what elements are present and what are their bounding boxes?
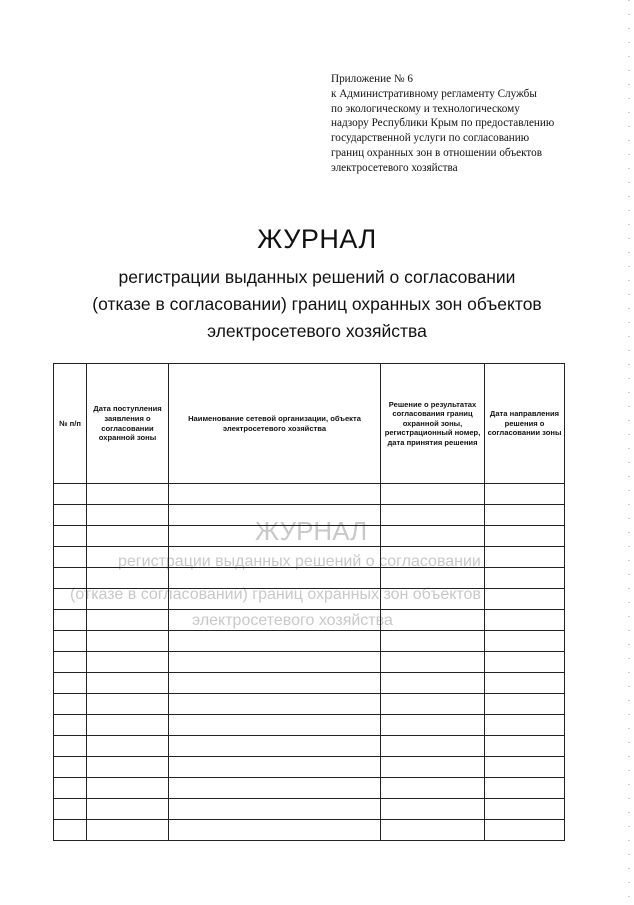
table-row (54, 610, 565, 631)
appendix-line: Приложение № 6 (331, 73, 413, 85)
subtitle-line: (отказе в согласовании) границ охранных зон объектов (92, 294, 542, 314)
cell-row-number (54, 673, 87, 694)
cell-organization-name (169, 589, 381, 610)
cell-application-date (87, 547, 169, 568)
cell-sent-date (485, 652, 565, 673)
cell-application-date (87, 694, 169, 715)
table-row (54, 820, 565, 841)
cell-row-number (54, 715, 87, 736)
cell-decision (381, 631, 485, 652)
cell-sent-date (485, 484, 565, 505)
cell-sent-date (485, 757, 565, 778)
table-row (54, 652, 565, 673)
appendix-line: государственной услуги по согласованию (331, 132, 530, 145)
cell-organization-name (169, 820, 381, 841)
journal-table (53, 363, 565, 841)
cell-application-date (87, 610, 169, 631)
cell-sent-date (485, 547, 565, 568)
cell-decision (381, 715, 485, 736)
header-sent-date: Дата направления решения о согласовании зоны (485, 364, 565, 484)
cell-decision (381, 694, 485, 715)
cell-row-number (54, 610, 87, 631)
cell-application-date (87, 484, 169, 505)
cell-application-date (87, 736, 169, 757)
cell-row-number (54, 778, 87, 799)
header-application-date: Дата поступления заявления о согласовании охранной зоны (87, 364, 169, 484)
table-row (54, 799, 565, 820)
cell-sent-date (485, 505, 565, 526)
cell-sent-date (485, 568, 565, 589)
cell-application-date (87, 631, 169, 652)
cell-application-date (87, 568, 169, 589)
cell-sent-date (485, 694, 565, 715)
cell-decision (381, 652, 485, 673)
cell-sent-date (485, 610, 565, 631)
cell-application-date (87, 505, 169, 526)
table-row (54, 568, 565, 589)
cell-organization-name (169, 673, 381, 694)
cell-organization-name (169, 799, 381, 820)
table-row (54, 694, 565, 715)
appendix-line: границ охранных зон в отношении объектов (331, 146, 542, 159)
bleed-through-line: (отказе в согласовании) границ охранных зон объектов (70, 586, 481, 603)
cell-row-number (54, 736, 87, 757)
subtitle-line: электросетевого хозяйства (207, 321, 427, 341)
table-row (54, 589, 565, 610)
table-row (54, 484, 565, 505)
cell-sent-date (485, 820, 565, 841)
header-decision: Решение о результатах согласования границ охранной зоны, регистрационный номер, дата принятия решения (381, 364, 485, 484)
cell-decision (381, 820, 485, 841)
cell-application-date (87, 778, 169, 799)
scan-margin-dots (628, 0, 630, 905)
cell-organization-name (169, 484, 381, 505)
table-body (54, 484, 565, 841)
table-row (54, 631, 565, 652)
cell-row-number (54, 820, 87, 841)
cell-row-number (54, 757, 87, 778)
cell-sent-date (485, 736, 565, 757)
table-row (54, 736, 565, 757)
bleed-through-line: электросетевого хозяйства (192, 612, 393, 629)
cell-sent-date (485, 799, 565, 820)
document-title: ЖУРНАЛ (257, 224, 377, 254)
cell-row-number (54, 694, 87, 715)
cell-row-number (54, 568, 87, 589)
cell-sent-date (485, 673, 565, 694)
table-header-row (54, 364, 565, 484)
header-organization-name: Наименование сетевой организации, объекта электросетевого хозяйства (169, 364, 381, 484)
cell-application-date (87, 673, 169, 694)
cell-organization-name (169, 610, 381, 631)
cell-organization-name (169, 547, 381, 568)
cell-application-date (87, 820, 169, 841)
cell-application-date (87, 652, 169, 673)
cell-decision (381, 505, 485, 526)
appendix-header (331, 72, 601, 176)
cell-row-number (54, 505, 87, 526)
header-row-number: № п/п (54, 364, 87, 484)
cell-row-number (54, 631, 87, 652)
cell-application-date (87, 526, 169, 547)
cell-organization-name (169, 778, 381, 799)
cell-organization-name (169, 694, 381, 715)
cell-row-number (54, 799, 87, 820)
cell-organization-name (169, 631, 381, 652)
table-row (54, 505, 565, 526)
cell-organization-name (169, 715, 381, 736)
cell-application-date (87, 589, 169, 610)
cell-organization-name (169, 568, 381, 589)
cell-decision (381, 778, 485, 799)
cell-row-number (54, 652, 87, 673)
cell-sent-date (485, 715, 565, 736)
cell-application-date (87, 757, 169, 778)
bleed-through-title: ЖУРНАЛ (255, 516, 368, 546)
cell-row-number (54, 547, 87, 568)
cell-organization-name (169, 505, 381, 526)
cell-application-date (87, 799, 169, 820)
cell-decision (381, 484, 485, 505)
appendix-line: электросетевого хозяйства (331, 161, 458, 174)
table-row (54, 673, 565, 694)
cell-sent-date (485, 631, 565, 652)
cell-sent-date (485, 778, 565, 799)
appendix-line: по экологическому и технологическому (331, 102, 520, 115)
cell-row-number (54, 484, 87, 505)
cell-decision (381, 757, 485, 778)
cell-organization-name (169, 526, 381, 547)
cell-application-date (87, 715, 169, 736)
cell-organization-name (169, 736, 381, 757)
cell-decision (381, 673, 485, 694)
appendix-line: к Административному регламенту Службы (331, 87, 537, 100)
cell-sent-date (485, 526, 565, 547)
cell-decision (381, 526, 485, 547)
bleed-through-line: регистрации выданных решений о согласовании (118, 553, 481, 570)
table-row (54, 715, 565, 736)
cell-decision (381, 799, 485, 820)
table-row (54, 547, 565, 568)
cell-decision (381, 547, 485, 568)
cell-decision (381, 589, 485, 610)
cell-row-number (54, 589, 87, 610)
table-row (54, 526, 565, 547)
cell-decision (381, 568, 485, 589)
subtitle-line: регистрации выданных решений о согласовании (118, 267, 516, 287)
cell-organization-name (169, 652, 381, 673)
appendix-line: надзору Республики Крым по предоставлению (331, 117, 555, 130)
table-row (54, 778, 565, 799)
document-subtitle (0, 264, 634, 345)
table-row (54, 757, 565, 778)
cell-decision (381, 610, 485, 631)
cell-organization-name (169, 757, 381, 778)
cell-sent-date (485, 589, 565, 610)
cell-decision (381, 736, 485, 757)
cell-row-number (54, 526, 87, 547)
